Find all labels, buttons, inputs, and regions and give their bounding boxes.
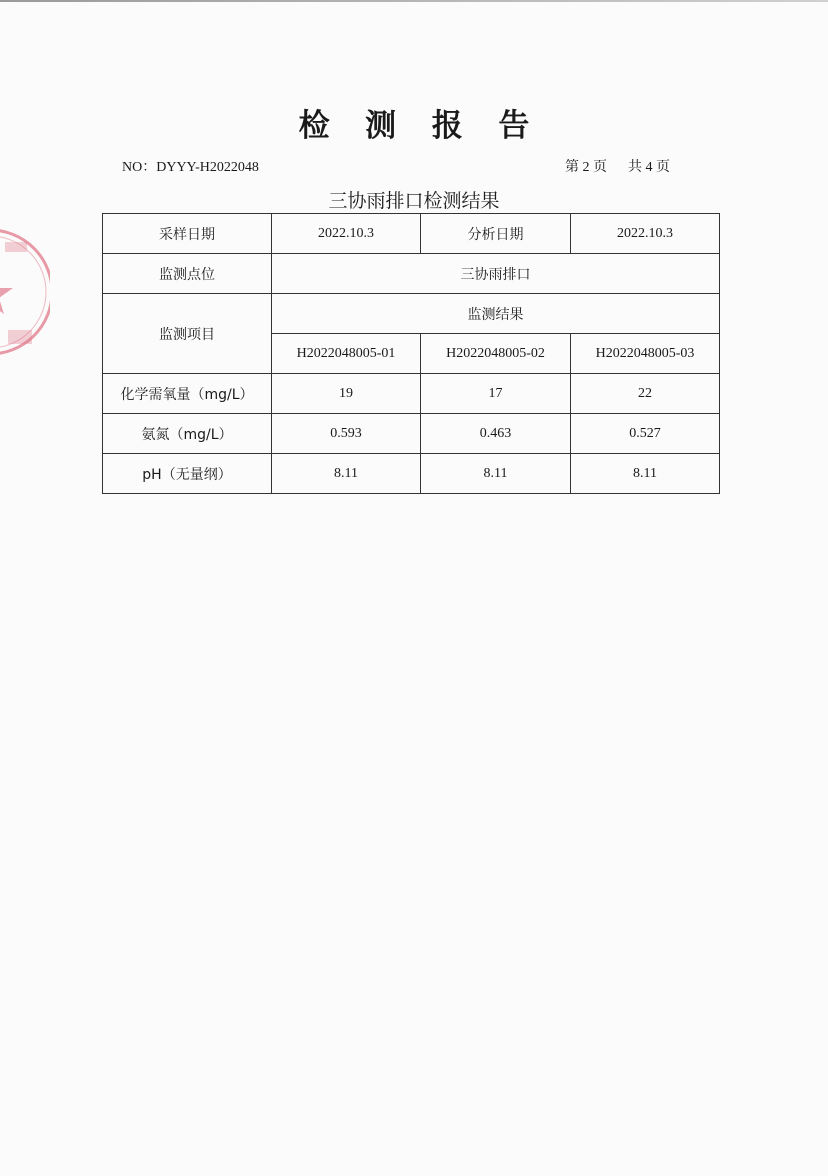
table-row [103, 254, 720, 294]
table-row [103, 374, 720, 414]
result-value: 8.11 [571, 454, 720, 494]
table-row [103, 454, 720, 494]
table-row [103, 294, 720, 334]
official-seal-stamp [0, 212, 50, 372]
location-value: 三协雨排口 [272, 254, 720, 294]
page-info [565, 156, 670, 176]
report-number: NO：DYYY-H2022048 [122, 160, 259, 175]
result-value: 8.11 [272, 454, 421, 494]
sample-id: H2022048005-02 [421, 334, 571, 374]
result-value: 19 [272, 374, 421, 414]
table-caption: 三协雨排口检测结果 [328, 190, 500, 212]
sampling-date-label: 采样日期 [103, 214, 272, 254]
result-value: 8.11 [421, 454, 571, 494]
table-row [103, 414, 720, 454]
item-name: 化学需氧量（mg/L） [103, 374, 272, 414]
item-label: 监测项目 [103, 294, 272, 374]
result-value: 17 [421, 374, 571, 414]
sampling-date-value: 2022.10.3 [272, 214, 421, 254]
location-label: 监测点位 [103, 254, 272, 294]
sample-id: H2022048005-03 [571, 334, 720, 374]
result-value: 0.463 [421, 414, 571, 454]
results-label: 监测结果 [272, 294, 720, 334]
analysis-date-label: 分析日期 [421, 214, 571, 254]
item-name: 氨氮（mg/L） [103, 414, 272, 454]
report-title: 检 测 报 告 [298, 108, 542, 144]
page-top-edge [0, 0, 828, 2]
page-current: 第 2 页 [565, 160, 607, 175]
item-name: pH（无量纲） [103, 454, 272, 494]
sample-id: H2022048005-01 [272, 334, 421, 374]
table-row [103, 214, 720, 254]
result-value: 0.593 [272, 414, 421, 454]
result-value: 0.527 [571, 414, 720, 454]
results-table [102, 213, 720, 494]
page-total: 共 4 页 [628, 160, 670, 175]
analysis-date-value: 2022.10.3 [571, 214, 720, 254]
result-value: 22 [571, 374, 720, 414]
